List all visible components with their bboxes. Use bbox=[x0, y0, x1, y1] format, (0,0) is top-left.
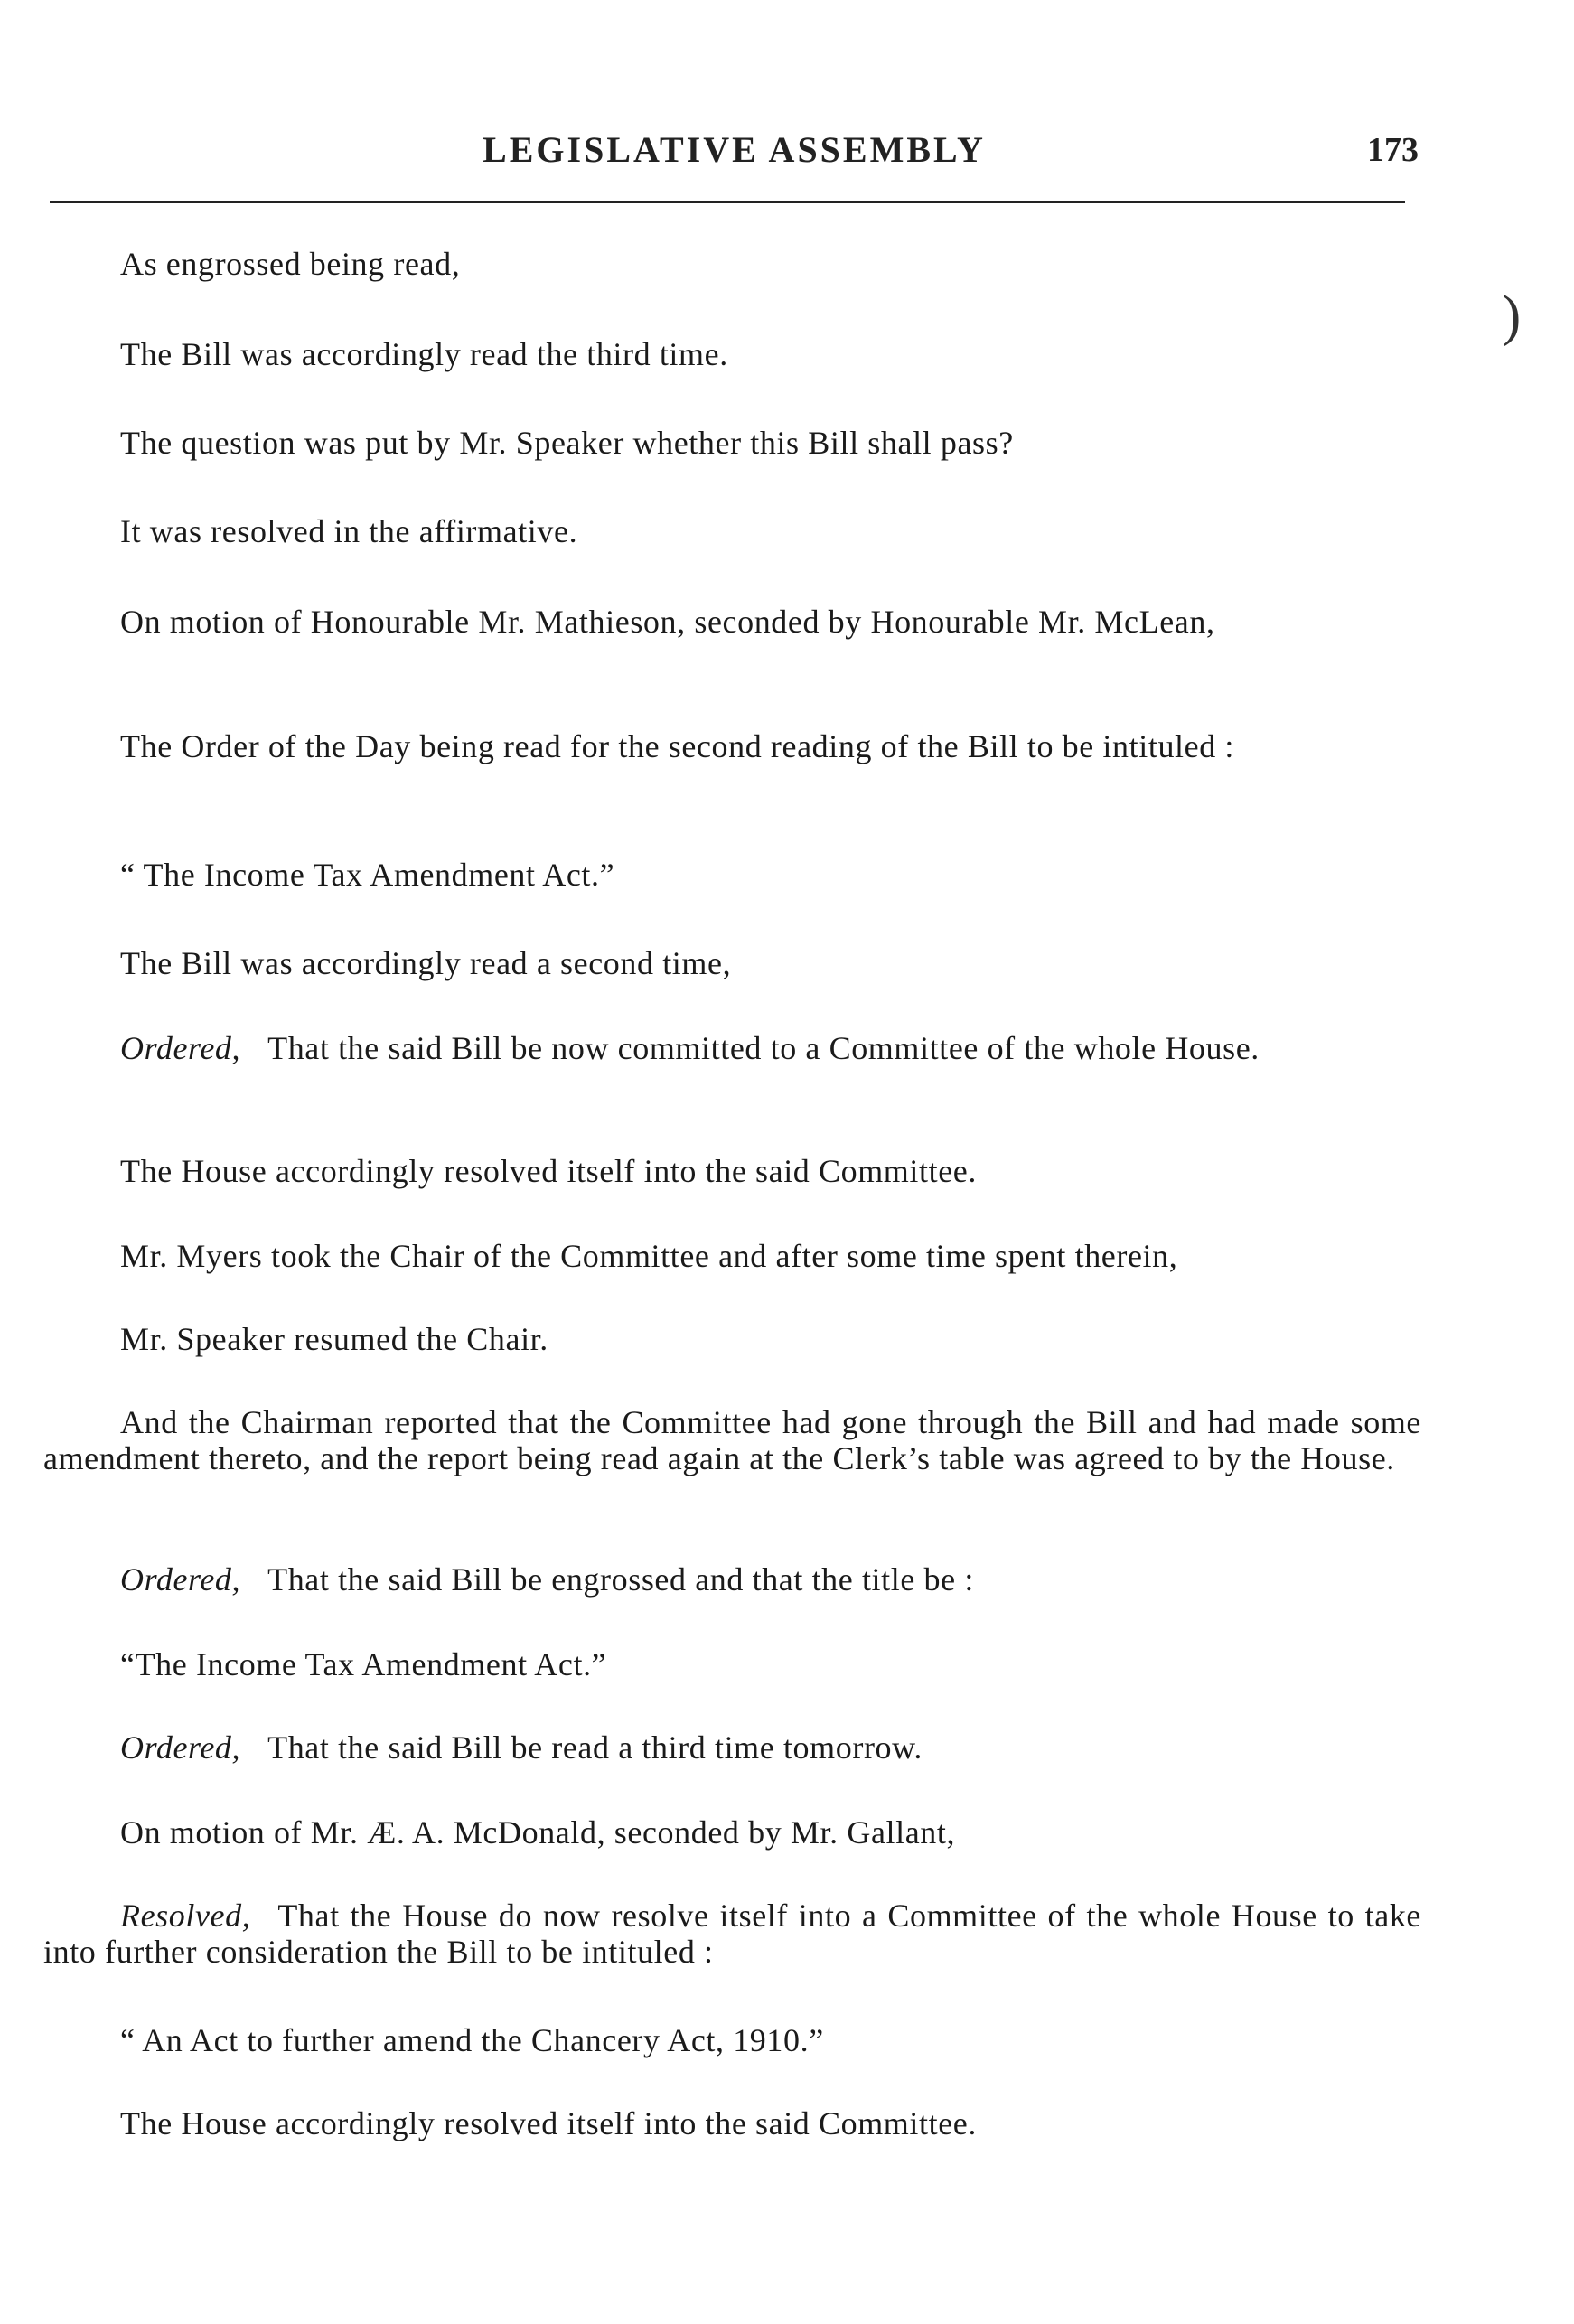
paragraph: The Order of the Day being read for the second reading of the Bill to be intituled : bbox=[120, 728, 1235, 764]
paragraph: The House accordingly resolved itself into the said Committee. bbox=[120, 2105, 977, 2141]
ordered-lead: Ordered, bbox=[120, 1561, 241, 1598]
margin-bracket-mark: ) bbox=[1502, 283, 1522, 347]
paragraph: The Bill was accordingly read the third time. bbox=[120, 336, 728, 372]
ordered-lead: Ordered, bbox=[120, 1030, 241, 1066]
paragraph: On motion of Honourable Mr. Mathieson, seconded by Honourable Mr. McLean, bbox=[120, 604, 1215, 640]
paragraph: “ The Income Tax Amendment Act.” bbox=[120, 857, 615, 893]
paragraph: “ An Act to further amend the Chancery Act, 1910.” bbox=[120, 2022, 824, 2058]
running-title: LEGISLATIVE ASSEMBLY bbox=[483, 129, 986, 170]
paragraph: As engrossed being read, bbox=[120, 246, 461, 282]
paragraph: It was resolved in the affirmative. bbox=[120, 513, 578, 549]
paragraph: Ordered, That the said Bill be now committed to a Committee of the whole House. bbox=[120, 1030, 1260, 1066]
page-header bbox=[50, 128, 1419, 183]
paragraph: The Bill was accordingly read a second time, bbox=[120, 945, 732, 981]
paragraph: The question was put by Mr. Speaker whether this Bill shall pass? bbox=[120, 425, 1014, 461]
resolved-lead: Resolved, bbox=[120, 1898, 251, 1934]
paragraph: Mr. Myers took the Chair of the Committee and after some time spent therein, bbox=[120, 1238, 1178, 1274]
paragraph: Ordered, That the said Bill be read a third time tomorrow. bbox=[120, 1729, 923, 1766]
page-number: 173 bbox=[1367, 131, 1419, 169]
paragraph: And the Chairman reported that the Committee had gone through the Bill and had made some amendment thereto, and the report being read again at the Clerk’s table was agreed to by the House. bbox=[43, 1404, 1421, 1476]
paragraph: On motion of Mr. Æ. A. McDonald, seconded by Mr. Gallant, bbox=[120, 1814, 956, 1851]
paragraph: The House accordingly resolved itself into the said Committee. bbox=[120, 1153, 977, 1189]
header-rule bbox=[50, 201, 1405, 203]
ordered-lead: Ordered, bbox=[120, 1729, 241, 1766]
paragraph: Ordered, That the said Bill be engrossed and that the title be : bbox=[120, 1561, 974, 1598]
paragraph: “The Income Tax Amendment Act.” bbox=[120, 1646, 607, 1682]
paragraph: Resolved, That the House do now resolve itself into a Committee of the whole House to take into further consideration the Bill to be intituled : bbox=[43, 1898, 1421, 1970]
paragraph: Mr. Speaker resumed the Chair. bbox=[120, 1321, 548, 1357]
